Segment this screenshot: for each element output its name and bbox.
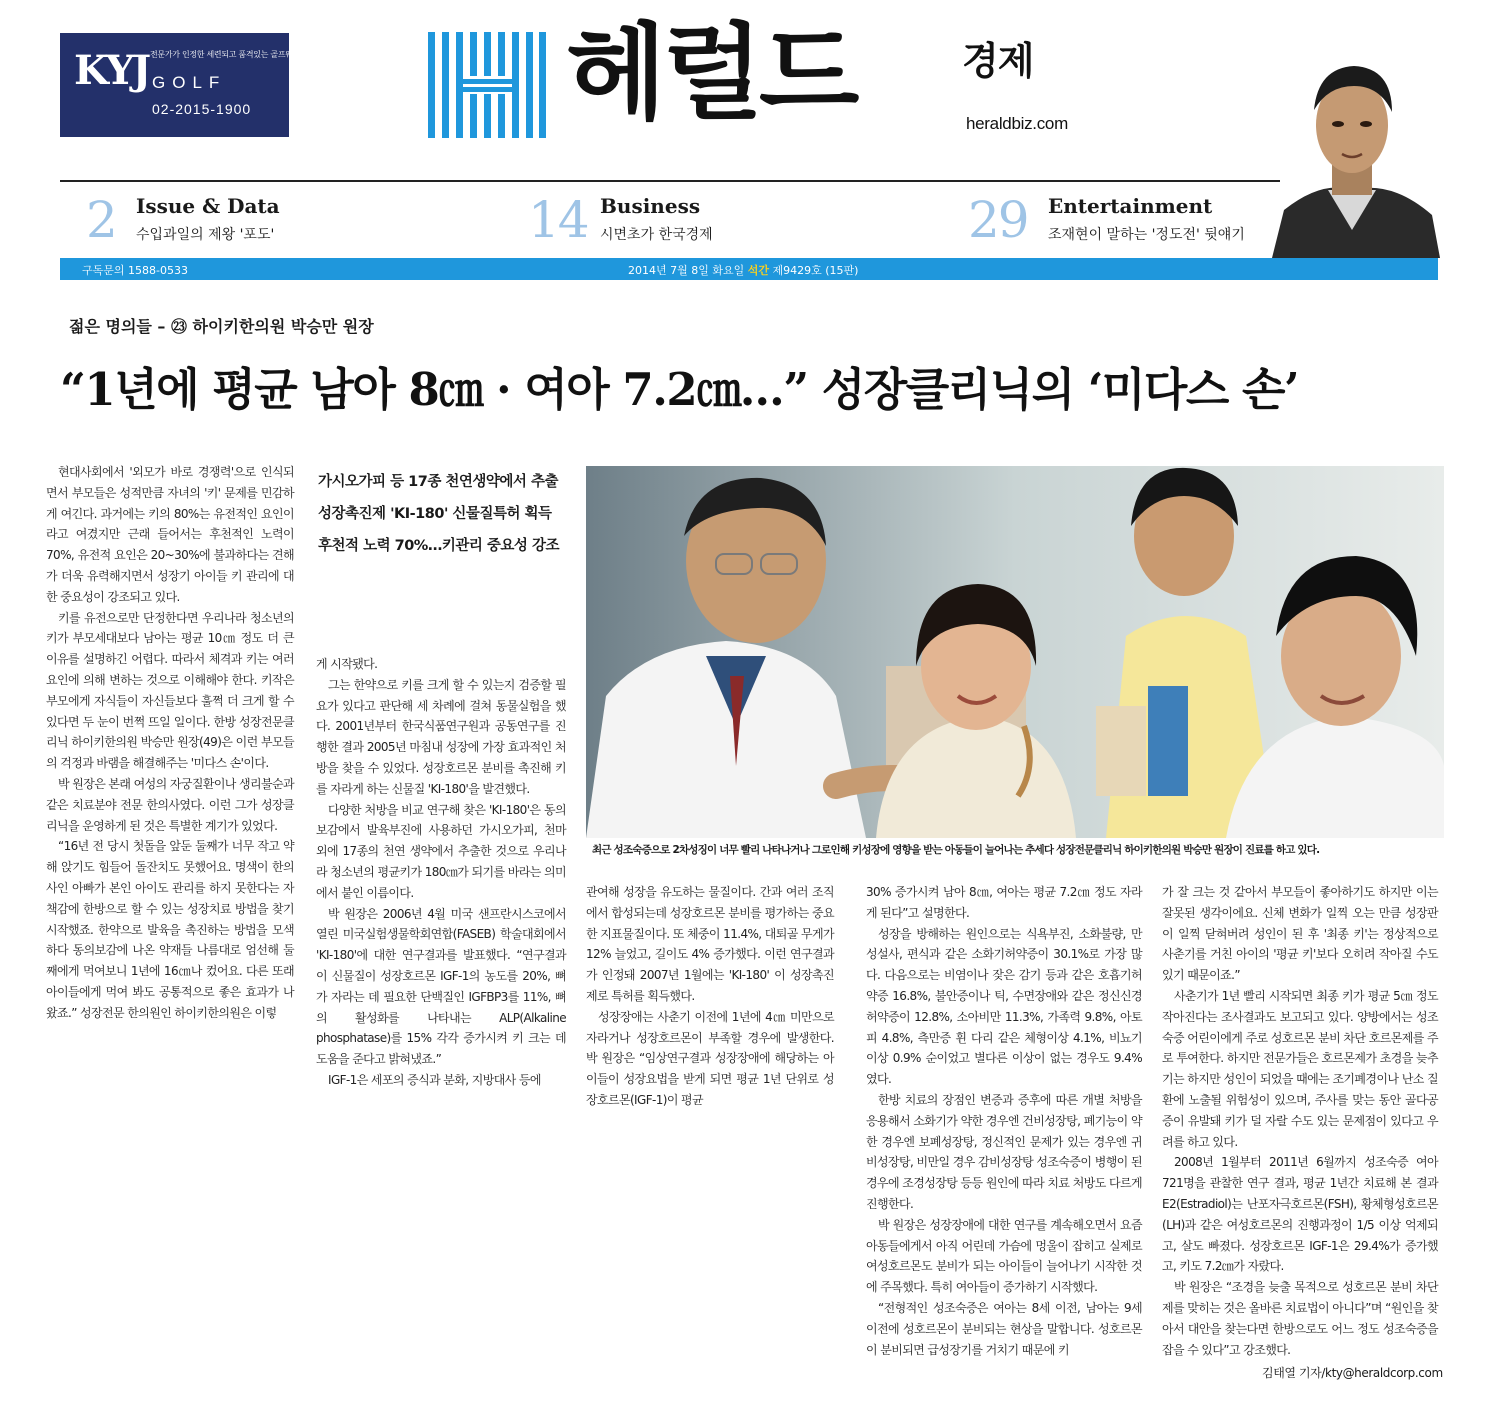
subhead: 후천적 노력 70%…키관리 중요성 강조 (318, 538, 559, 554)
ad-brand: GOLF (152, 73, 227, 92)
paragraph: 사춘기가 1년 빨리 시작되면 최종 키가 평균 5㎝ 정도 작아진다는 조사결과도 보고되고 있다. 양방에서는 성조숙증 어린이에게 주로 성호르몬 분비 차단 호르몬제를 주로 투여한다. 하지만 전문가들은 호르몬제가 초경을 늦추기는 하지만 성인이 되었을 때에는 조기폐경이나 난소 질환에 노출될 위험성이 있으며, 주사를 맞는 동안 골다공증이 유발돼 키가 덜 자랄 수도 있는 문제점이 있다고 우려를 하고 있다. (1162, 988, 1438, 1149)
paragraph: IGF-1은 세포의 증식과 분화, 지방대사 등에 (328, 1072, 541, 1087)
teaser-page-number: 29 (968, 191, 1028, 249)
teaser-page-number: 2 (86, 191, 116, 249)
paragraph: “전형적인 성조숙증은 여아는 8세 이전, 남아는 9세 이전에 성호르몬이 분비되는 현상을 말합니다. 성호르몬이 분비되면 급성장기를 거치기 때문에 키 (866, 1300, 1142, 1357)
paragraph: 30% 증가시켜 남아 8㎝, 여아는 평균 7.2㎝ 정도 자라게 된다”고 설명한다. (866, 885, 1142, 920)
paragraph: 박 원장은 본래 여성의 자궁질환이나 생리불순과 같은 치료분야 전문 한의사였다. 이런 그가 성장클리닉을 운영하게 된 것은 특별한 계기가 있었다. (46, 776, 294, 833)
article-column-4 (866, 882, 1142, 1360)
teaser-heading: Issue & Data (136, 194, 280, 218)
article-column-5 (1162, 882, 1438, 1360)
ad-tagline: 전문가가 인정한 세련되고 품격있는 골프웨어 (150, 50, 301, 59)
article-subheads (318, 466, 568, 562)
teaser-page-number: 14 (528, 191, 588, 249)
date-bar (60, 258, 1438, 280)
paragraph: 관여해 성장을 유도하는 물질이다. 간과 여러 조직에서 합성되는데 성장호르몬 분비를 평가하는 중요한 지표물질이다. 또 체중이 11.4%, 대퇴골 무게가 12% 늘었고, 길이도 4% 증가했다. 이런 연구결과가 인정돼 2007년 1월에는 'KI-180' 이 성장촉진제로 특허를 획득했다. (586, 885, 834, 1003)
article-column-2 (316, 654, 566, 1091)
masthead-url[interactable]: heraldbiz.com (966, 114, 1068, 133)
teaser-description: 조재현이 말하는 '정도전' 뒷얘기 (1048, 227, 1245, 243)
series-kicker: 젊은 명의들 – ㉓ 하이키한의원 박승만 원장 (69, 317, 374, 336)
teaser-heading: Business (600, 194, 701, 218)
reporter-byline[interactable]: 김태열 기자/kty@heraldcorp.com (1262, 1366, 1443, 1380)
article-column-3 (586, 882, 834, 1111)
article-column-1 (46, 462, 294, 1024)
ad-logo: KYJ (74, 47, 150, 94)
teaser-description: 시면초가 한국경제 (600, 227, 713, 243)
paragraph: 그는 한약으로 키를 크게 할 수 있는지 검증할 필요가 있다고 판단해 세 차례에 걸쳐 동물실험을 했다. 2001년부터 한국식품연구원과 공동연구를 진행한 결과 2005년 마침내 성장에 가장 효과적인 처방을 찾을 수 있었다. 성장호르몬 분비를 촉진해 키를 자라게 하는 신물질 'KI-180'을 발견했다. (316, 677, 566, 796)
subhead: 가시오가피 등 17종 천연생약에서 추출 (318, 474, 558, 490)
paragraph: 박 원장은 2006년 4월 미국 샌프란시스코에서 열린 미국실험생물학회연합(FASEB) 학술대회에서 'KI-180'에 대한 연구결과를 발표했다. “연구결과 이 신물질이 성장호르몬 IGF-1의 농도를 20%, 뼈가 자라는 데 필요한 단백질인 IGFBP3를 11%, 뼈의 활성화를 나타내는 ALP(Alkaline phosphatase)를 15% 각각 증가시켜 키 크는 데 도움을 준다고 밝혀냈죠.” (316, 906, 566, 1067)
paragraph: 2008년 1월부터 2011년 6월까지 성조숙증 여아 721명을 관찰한 연구 결과, 평균 1년간 치료해 본 결과 E2(Estradiol)는 난포자극호르몬(FSH), 황체형성호르몬(LH)과 같은 여성호르몬의 진행과정이 1/5 이상 억제되고, 살도 빠졌다. 성장호르몬 IGF-1은 29.4%가 증가했고, 키도 7.2㎝가 자랐다. (1162, 1155, 1438, 1274)
paragraph: 게 시작됐다. (316, 657, 378, 671)
teaser-description: 수입과일의 제왕 '포도' (136, 227, 275, 243)
paragraph: 성장을 방해하는 원인으로는 식욕부진, 소화불량, 만성설사, 편식과 같은 소화기허약증이 30.1%로 가장 많다. 다음으로는 비염이나 잦은 감기 등과 같은 호흡기허약증 16.8%, 불안증이나 틱, 수면장애와 같은 정신신경허약증이 12.8%, 소아비만 11.3%, 가족력 9.8%, 아토피 4.8%, 측만증 휜 다리 같은 체형이상 4.1%, 비뇨기 이상 0.9% 순이었고 별다른 이상이 없는 경우도 9.4%였다. (866, 926, 1142, 1087)
article-photo (586, 466, 1444, 838)
article-headline: “1년에 평균 남아 8㎝ · 여아 7.2㎝…” 성장클리닉의 ‘미다스 손’ (60, 363, 1299, 416)
paragraph: 박 원장은 성장장애에 대한 연구를 계속해오면서 요즘 아동들에게서 아직 어린데 가슴에 멍울이 잡히고 실제로 여성호르몬도 분비가 되는 아이들이 늘어나기 시작한 것에 주목했다. 특히 여아들이 증가하기 시작했다. (866, 1217, 1142, 1295)
ad-phone: 02-2015-1900 (152, 101, 252, 117)
entertainment-portrait-photo (1262, 40, 1440, 258)
teaser-heading: Entertainment (1048, 194, 1213, 218)
issue-info (628, 262, 858, 278)
issue-number: 제9429호 (15판) (772, 264, 859, 277)
paragraph: 현대사회에서 '외모가 바로 경쟁력'으로 인식되면서 부모들은 성적만큼 자녀의 '키' 문제를 민감하게 여긴다. 과거에는 키의 80%는 유전적인 요인이라고 여겼지만 근래 들어서는 후천적인 노력이 70%, 유전적 요인은 20~30%에 불과하다는 견해가 더욱 유력해지면서 성장기 아이들 키 관리에 대한 중요성이 강조되고 있다. (46, 465, 294, 604)
paragraph: 가 잘 크는 것 같아서 부모들이 좋아하기도 하지만 이는 잘못된 생각이에요. 신체 변화가 일찍 오는 만큼 성장판이 일찍 닫혀버려 성인이 된 후 '최종 키'는 정상적으로 사춘기를 거친 아이의 '평균 키'보다 오히려 작아질 수도 있기 때문이죠.” (1162, 885, 1438, 983)
issue-date: 2014년 7월 8일 화요일 (628, 264, 745, 277)
herald-h-logo-icon (428, 32, 546, 138)
masthead-subtitle: 경제 (962, 39, 1034, 83)
paragraph: 성장장애는 사춘기 이전에 1년에 4㎝ 미만으로 자라거나 성장호르몬이 부족할 경우에 발생한다. 박 원장은 “임상연구결과 성장장애에 해당하는 아이들이 성장요법을 받게 되면 평균 1년 단위로 성장호르몬(IGF-1)이 평균 (586, 1009, 834, 1107)
paragraph: 박 원장은 “조경을 늦출 목적으로 성호르몬 분비 차단제를 맞히는 것은 올바른 치료법이 아니다”며 “원인을 찾아서 대안을 찾는다면 한방으로도 어느 정도 성조숙증을 잡을 수 있다”고 강조했다. (1162, 1280, 1438, 1357)
photo-caption: 최근 성조숙증으로 2차성징이 너무 빨리 나타나거나 그로인해 키성장에 영향을 받는 아동들이 늘어나는 추세다 성장전문클리닉 하이키한의원 박승만 원장이 진료를 하고 있다. (592, 844, 1320, 856)
paragraph: 키를 유전으로만 단정한다면 우리나라 청소년의 키가 부모세대보다 남아는 평균 10㎝ 정도 더 큰 이유를 설명하긴 어렵다. 따라서 체격과 키는 여러 요인에 의해 변하는 것으로 이해해야 한다. 키작은 부모에게 자식들이 자신들보다 훌쩍 더 크게 할 수 있다면 두 눈이 번쩍 뜨일 일이다. 한방 성장전문클리닉 하이키한의원 박승만 원장(49)은 이런 부모들의 걱정과 바램을 해결해주는 '미다스 손'이다. (46, 610, 294, 771)
paragraph: “16년 전 당시 첫돌을 앞둔 둘째가 너무 작고 약해 앉기도 힘들어 돌잔치도 못했어요. 명색이 한의사인 아빠가 본인 아이도 관리를 하지 못한다는 자책감에 한방으로 할 수 있는 성장치료 방법을 찾기 시작했죠. 한약으로 발육을 촉진하는 방법을 모색하다 동의보감에 나온 약재들 나름대로 엄선해 둘째에게 먹여보니 1년에 16㎝나 컸어요. 다른 또래 아이들에게 먹여 봐도 공통적으로 좋은 효과가 나왔죠.” 성장전문 한의원인 하이키한의원은 이렇 (46, 839, 294, 1020)
edition-label: 석간 (747, 264, 770, 277)
paragraph: 다양한 처방을 비교 연구해 찾은 'KI-180'은 동의보감에서 발육부진에 사용하던 가시오가피, 천마 외에 17종의 천연 생약에서 추출한 것으로 우리나라 청소년의 평균키가 180㎝가 되기를 바라는 의미에서 붙인 이름이다. (316, 802, 566, 900)
kyj-golf-ad[interactable] (60, 33, 301, 137)
subscribe-info: 구독문의 1588-0533 (82, 264, 188, 277)
masthead-title: 헤럴드 (566, 12, 856, 134)
masthead-rule (60, 180, 1280, 182)
paragraph: 한방 치료의 장점인 변증과 증후에 따른 개별 처방을 응용해서 소화기가 약한 경우엔 건비성장탕, 폐기능이 약한 경우엔 보폐성장탕, 정신적인 문제가 있는 경우엔 귀비성장탕, 비만일 경우 감비성장탕 성조숙증이 병행이 된 경우에 조경성장탕 등등 원인에 따라 치료 처방도 다르게 진행한다. (866, 1092, 1142, 1211)
subhead: 성장촉진제 'KI-180' 신물질특허 획득 (318, 506, 552, 522)
